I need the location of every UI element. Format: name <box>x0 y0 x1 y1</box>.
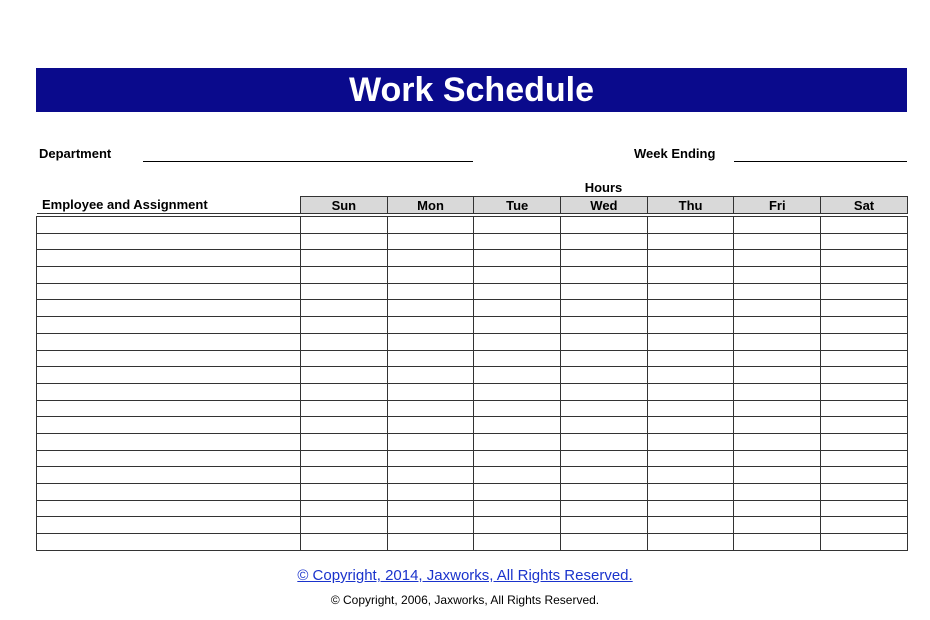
hours-cell-wed[interactable] <box>561 433 648 450</box>
hours-cell-sun[interactable] <box>301 333 388 350</box>
employee-cell[interactable] <box>37 217 301 234</box>
hours-cell-sat[interactable] <box>821 233 908 250</box>
hours-cell-fri[interactable] <box>734 350 821 367</box>
hours-cell-sun[interactable] <box>301 450 388 467</box>
hours-cell-sat[interactable] <box>821 383 908 400</box>
table-row <box>37 500 908 517</box>
day-header-mon: Mon <box>387 197 474 214</box>
hours-cell-wed[interactable] <box>561 350 648 367</box>
hours-cell-tue[interactable] <box>474 233 561 250</box>
hours-cell-mon[interactable] <box>387 300 474 317</box>
hours-cell-mon[interactable] <box>387 217 474 234</box>
hours-cell-mon[interactable] <box>387 467 474 484</box>
hours-cell-fri[interactable] <box>734 433 821 450</box>
table-row <box>37 417 908 434</box>
employee-cell[interactable] <box>37 283 301 300</box>
hours-cell-sun[interactable] <box>301 217 388 234</box>
hours-cell-tue[interactable] <box>474 367 561 384</box>
employee-cell[interactable] <box>37 467 301 484</box>
hours-cell-mon[interactable] <box>387 433 474 450</box>
employee-cell[interactable] <box>37 517 301 534</box>
hours-cell-wed[interactable] <box>561 383 648 400</box>
hours-cell-sat[interactable] <box>821 500 908 517</box>
hours-cell-thu[interactable] <box>647 350 734 367</box>
hours-cell-sat[interactable] <box>821 517 908 534</box>
hours-cell-mon[interactable] <box>387 267 474 284</box>
table-row <box>37 400 908 417</box>
hours-cell-sun[interactable] <box>301 517 388 534</box>
hours-cell-sun[interactable] <box>301 300 388 317</box>
hours-cell-mon[interactable] <box>387 534 474 551</box>
hours-cell-mon[interactable] <box>387 283 474 300</box>
hours-cell-sun[interactable] <box>301 367 388 384</box>
week-ending-label: Week Ending <box>634 146 716 161</box>
page-title: Work Schedule <box>36 68 907 112</box>
hours-cell-thu[interactable] <box>647 450 734 467</box>
hours-cell-tue[interactable] <box>474 534 561 551</box>
hours-cell-thu[interactable] <box>647 267 734 284</box>
employee-cell[interactable] <box>37 383 301 400</box>
hours-cell-sun[interactable] <box>301 417 388 434</box>
hours-cell-mon[interactable] <box>387 500 474 517</box>
hours-cell-thu[interactable] <box>647 383 734 400</box>
table-row <box>37 333 908 350</box>
hours-cell-sat[interactable] <box>821 400 908 417</box>
hours-cell-tue[interactable] <box>474 433 561 450</box>
hours-cell-sun[interactable] <box>301 534 388 551</box>
employee-cell[interactable] <box>37 267 301 284</box>
hours-cell-fri[interactable] <box>734 500 821 517</box>
hours-cell-thu[interactable] <box>647 500 734 517</box>
hours-cell-wed[interactable] <box>561 450 648 467</box>
hours-cell-tue[interactable] <box>474 267 561 284</box>
table-row <box>37 300 908 317</box>
hours-cell-mon[interactable] <box>387 350 474 367</box>
hours-cell-sun[interactable] <box>301 383 388 400</box>
day-header-tue: Tue <box>474 197 561 214</box>
hours-cell-fri[interactable] <box>734 250 821 267</box>
hours-cell-tue[interactable] <box>474 217 561 234</box>
hours-label: Hours <box>584 180 623 195</box>
hours-cell-sun[interactable] <box>301 500 388 517</box>
hours-cell-sat[interactable] <box>821 283 908 300</box>
day-header-fri: Fri <box>734 197 821 214</box>
hours-cell-thu[interactable] <box>647 333 734 350</box>
employee-cell[interactable] <box>37 400 301 417</box>
hours-cell-sat[interactable] <box>821 217 908 234</box>
table-row <box>37 467 908 484</box>
hours-cell-thu[interactable] <box>647 217 734 234</box>
hours-cell-tue[interactable] <box>474 500 561 517</box>
day-header-wed: Wed <box>561 197 648 214</box>
hours-cell-thu[interactable] <box>647 233 734 250</box>
hours-cell-sun[interactable] <box>301 484 388 501</box>
hours-cell-fri[interactable] <box>734 233 821 250</box>
hours-cell-mon[interactable] <box>387 250 474 267</box>
hours-cell-tue[interactable] <box>474 283 561 300</box>
hours-cell-thu[interactable] <box>647 467 734 484</box>
hours-cell-wed[interactable] <box>561 484 648 501</box>
hours-cell-fri[interactable] <box>734 333 821 350</box>
employee-cell[interactable] <box>37 433 301 450</box>
department-field[interactable] <box>143 161 473 162</box>
hours-cell-mon[interactable] <box>387 233 474 250</box>
hours-cell-sun[interactable] <box>301 400 388 417</box>
hours-cell-sun[interactable] <box>301 233 388 250</box>
table-row <box>37 233 908 250</box>
hours-cell-fri[interactable] <box>734 534 821 551</box>
hours-cell-wed[interactable] <box>561 317 648 334</box>
table-row <box>37 534 908 551</box>
hours-cell-fri[interactable] <box>734 467 821 484</box>
hours-cell-sun[interactable] <box>301 350 388 367</box>
hours-cell-mon[interactable] <box>387 383 474 400</box>
hours-cell-mon[interactable] <box>387 484 474 501</box>
hours-cell-sun[interactable] <box>301 317 388 334</box>
hours-cell-wed[interactable] <box>561 534 648 551</box>
employee-cell[interactable] <box>37 333 301 350</box>
hours-cell-thu[interactable] <box>647 283 734 300</box>
table-row <box>37 267 908 284</box>
hours-cell-tue[interactable] <box>474 467 561 484</box>
employee-cell[interactable] <box>37 300 301 317</box>
employee-header-label: Employee and Assignment <box>42 197 208 212</box>
hours-cell-thu[interactable] <box>647 534 734 551</box>
employee-cell[interactable] <box>37 500 301 517</box>
hours-cell-thu[interactable] <box>647 400 734 417</box>
hours-cell-wed[interactable] <box>561 250 648 267</box>
hours-cell-thu[interactable] <box>647 300 734 317</box>
copyright-link[interactable]: © Copyright, 2014, Jaxworks, All Rights Reserved. <box>297 567 633 584</box>
hours-cell-fri[interactable] <box>734 400 821 417</box>
hours-cell-wed[interactable] <box>561 217 648 234</box>
hours-cell-mon[interactable] <box>387 450 474 467</box>
week-ending-field[interactable] <box>734 161 907 162</box>
hours-cell-tue[interactable] <box>474 333 561 350</box>
hours-cell-wed[interactable] <box>561 267 648 284</box>
hours-cell-sat[interactable] <box>821 317 908 334</box>
hours-cell-tue[interactable] <box>474 450 561 467</box>
hours-cell-sat[interactable] <box>821 467 908 484</box>
hours-cell-sat[interactable] <box>821 450 908 467</box>
hours-cell-sat[interactable] <box>821 534 908 551</box>
hours-cell-fri[interactable] <box>734 217 821 234</box>
hours-cell-mon[interactable] <box>387 317 474 334</box>
hours-cell-wed[interactable] <box>561 500 648 517</box>
hours-cell-wed[interactable] <box>561 467 648 484</box>
table-row <box>37 350 908 367</box>
hours-cell-fri[interactable] <box>734 517 821 534</box>
hours-cell-wed[interactable] <box>561 333 648 350</box>
table-row <box>37 450 908 467</box>
hours-cell-tue[interactable] <box>474 300 561 317</box>
hours-cell-thu[interactable] <box>647 250 734 267</box>
hours-cell-mon[interactable] <box>387 333 474 350</box>
hours-cell-thu[interactable] <box>647 367 734 384</box>
hours-cell-sat[interactable] <box>821 250 908 267</box>
schedule-body <box>37 214 908 551</box>
employee-cell[interactable] <box>37 534 301 551</box>
hours-cell-wed[interactable] <box>561 417 648 434</box>
hours-cell-sat[interactable] <box>821 267 908 284</box>
table-row <box>37 317 908 334</box>
hours-cell-wed[interactable] <box>561 400 648 417</box>
table-row <box>37 517 908 534</box>
hours-cell-sun[interactable] <box>301 433 388 450</box>
hours-cell-sat[interactable] <box>821 333 908 350</box>
hours-cell-thu[interactable] <box>647 317 734 334</box>
hours-cell-wed[interactable] <box>561 233 648 250</box>
employee-cell[interactable] <box>37 233 301 250</box>
hours-cell-mon[interactable] <box>387 417 474 434</box>
hours-cell-sun[interactable] <box>301 283 388 300</box>
hours-cell-tue[interactable] <box>474 417 561 434</box>
hours-cell-sat[interactable] <box>821 484 908 501</box>
hours-cell-thu[interactable] <box>647 517 734 534</box>
employee-cell[interactable] <box>37 367 301 384</box>
hours-cell-tue[interactable] <box>474 250 561 267</box>
hours-cell-wed[interactable] <box>561 367 648 384</box>
table-row <box>37 367 908 384</box>
hours-cell-fri[interactable] <box>734 383 821 400</box>
hours-cell-thu[interactable] <box>647 484 734 501</box>
hours-cell-fri[interactable] <box>734 367 821 384</box>
hours-cell-fri[interactable] <box>734 283 821 300</box>
hours-cell-sat[interactable] <box>821 367 908 384</box>
hours-cell-tue[interactable] <box>474 317 561 334</box>
day-header-sun: Sun <box>301 197 388 214</box>
hours-cell-sat[interactable] <box>821 417 908 434</box>
table-row <box>37 283 908 300</box>
hours-cell-thu[interactable] <box>647 417 734 434</box>
table-row <box>37 433 908 450</box>
hours-cell-fri[interactable] <box>734 317 821 334</box>
table-row <box>37 250 908 267</box>
hours-cell-fri[interactable] <box>734 300 821 317</box>
department-label: Department <box>39 146 112 161</box>
hours-cell-fri[interactable] <box>734 267 821 284</box>
table-row <box>37 217 908 234</box>
hours-cell-fri[interactable] <box>734 417 821 434</box>
hours-cell-sat[interactable] <box>821 300 908 317</box>
hours-cell-thu[interactable] <box>647 433 734 450</box>
day-header-thu: Thu <box>647 197 734 214</box>
schedule-table <box>36 196 908 551</box>
hours-cell-tue[interactable] <box>474 350 561 367</box>
hours-cell-tue[interactable] <box>474 484 561 501</box>
table-row <box>37 383 908 400</box>
employee-cell[interactable] <box>37 250 301 267</box>
hours-cell-tue[interactable] <box>474 517 561 534</box>
hours-cell-sat[interactable] <box>821 433 908 450</box>
hours-cell-fri[interactable] <box>734 450 821 467</box>
hours-cell-wed[interactable] <box>561 517 648 534</box>
employee-cell[interactable] <box>37 350 301 367</box>
employee-cell[interactable] <box>37 484 301 501</box>
hours-cell-fri[interactable] <box>734 484 821 501</box>
copyright-text: © Copyright, 2006, Jaxworks, All Rights Reserved. <box>330 593 600 607</box>
day-header-sat: Sat <box>821 197 908 214</box>
hours-cell-sun[interactable] <box>301 267 388 284</box>
employee-cell[interactable] <box>37 450 301 467</box>
employee-cell[interactable] <box>37 417 301 434</box>
hours-cell-sat[interactable] <box>821 350 908 367</box>
hours-cell-tue[interactable] <box>474 383 561 400</box>
table-row <box>37 484 908 501</box>
employee-cell[interactable] <box>37 317 301 334</box>
hours-cell-wed[interactable] <box>561 300 648 317</box>
hours-cell-mon[interactable] <box>387 367 474 384</box>
hours-cell-sun[interactable] <box>301 467 388 484</box>
hours-cell-mon[interactable] <box>387 400 474 417</box>
hours-cell-tue[interactable] <box>474 400 561 417</box>
hours-cell-mon[interactable] <box>387 517 474 534</box>
hours-cell-wed[interactable] <box>561 283 648 300</box>
hours-cell-sun[interactable] <box>301 250 388 267</box>
